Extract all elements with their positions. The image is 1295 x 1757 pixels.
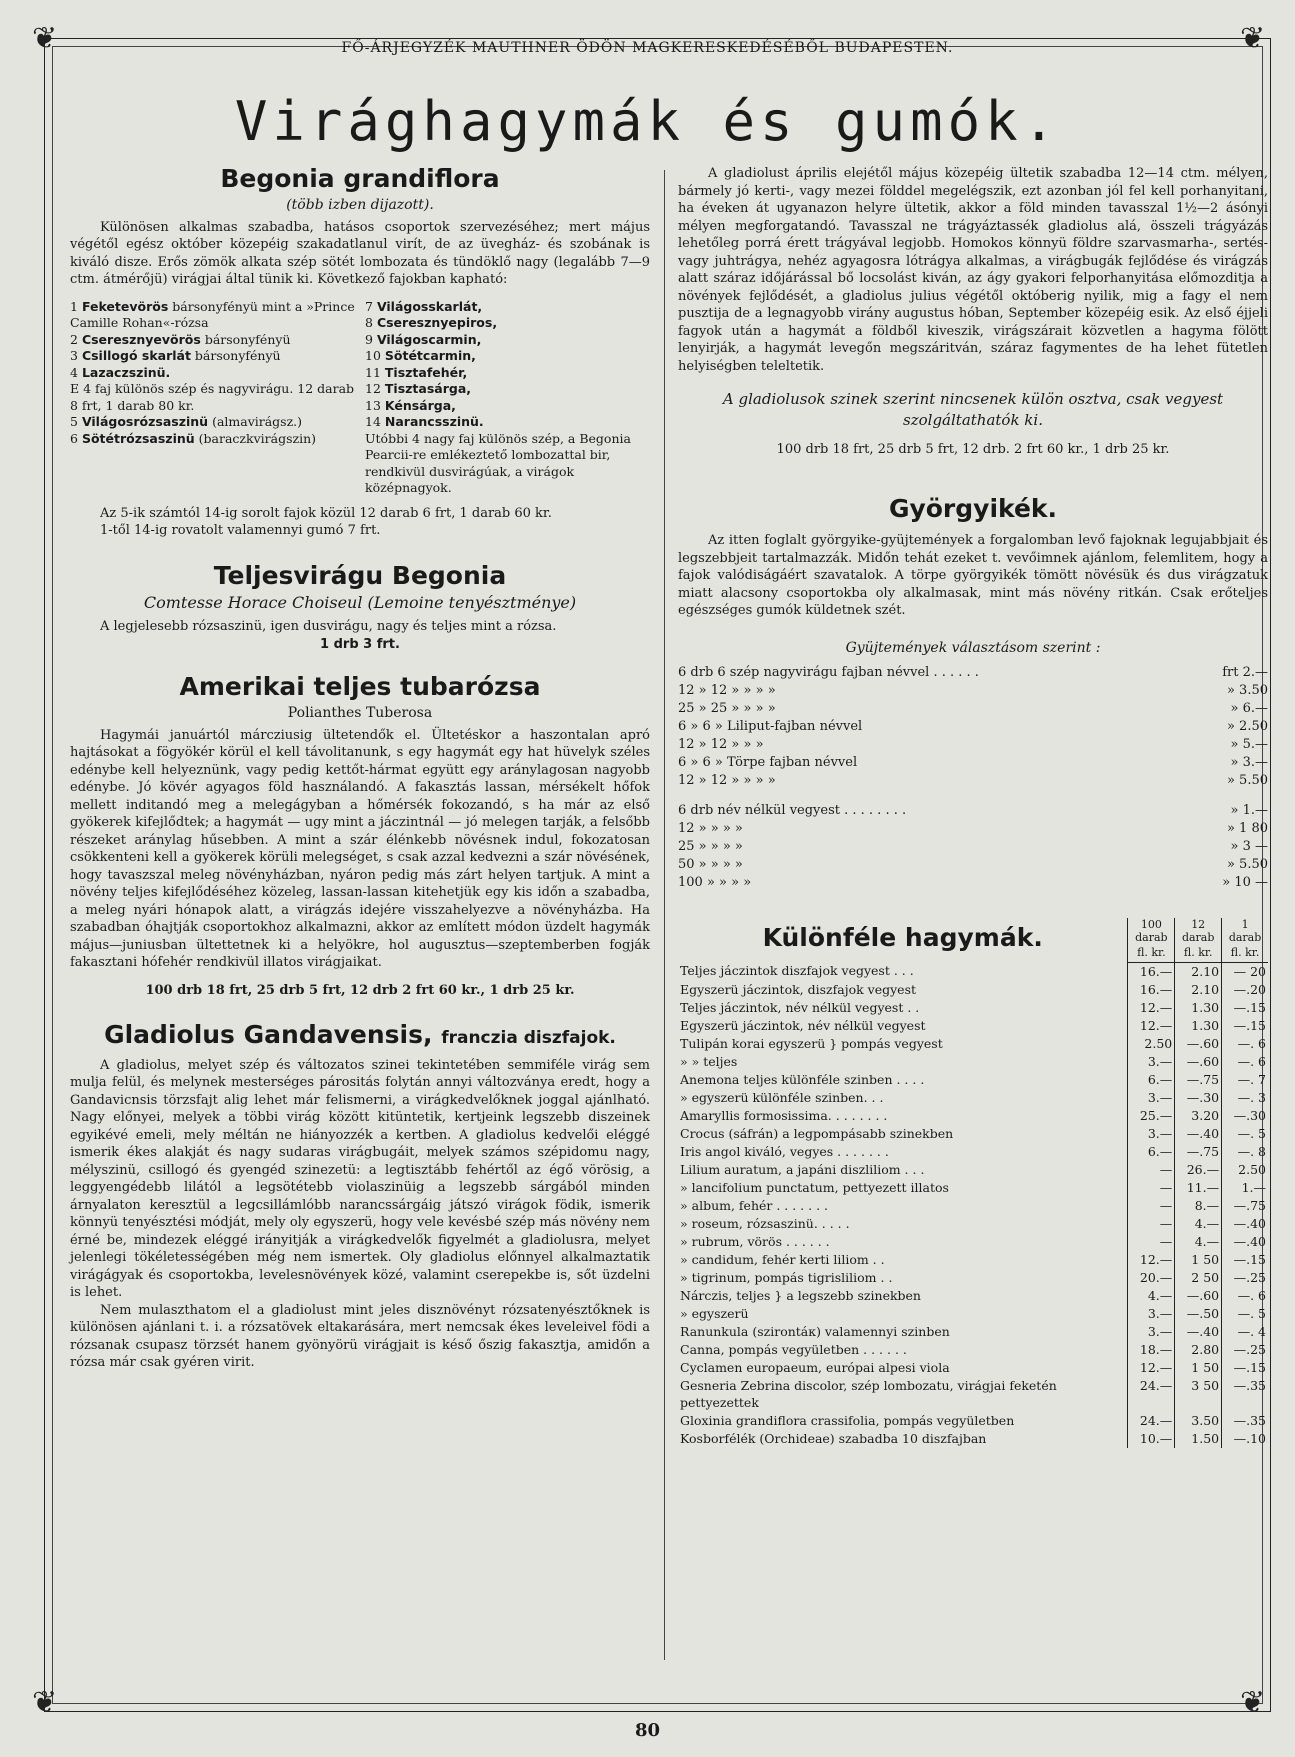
list-item: 2 Cseresznyevörös bársonyfényü — [70, 331, 291, 347]
price-cell: —. 6 — [1222, 1035, 1268, 1053]
section-heading: Teljesvirágu Begonia — [213, 560, 507, 590]
paragraph: Hagymái januártól márcziusig ültetendők el. Ültetéskor a haszontalan apró hajtásokat a fögyökér körül el kell távolitanunk, s egy hagymát egy hat hüvelyk széles edénybe kell helyeznünk, vagy pedig kettőt-hármat együtt egy aránylagosan nagyobb edénybe. Jó kövér agyagos föld használandó. A fakasztás lassan, mérsékelt hőfok mellett inditandó meg a melegágyban a hőmérsék fokozandó, s ha már az első gyökerek kifejlődtek; a hagymát — ugy mint a jáczintnál — jó melegen tarják, a felsőbb részeket aránylag hűsebben. A mint a szár élénkebb növésnek indul, fokozatosan csökkenteni kell a gyökerek körüli melegséget, s csak azzal kedvezni a szár növésének, hogy tavaszszal meleg növényházban, nyáron pedig más zárt helyen tartjuk. A mint a növény teljes kifejlődéséhez közeleg, lassan-lassan kitehetjük egy kis időn a szabadba, a meleg nyári hónapok alatt, a virágzás idejére visszahelyezve a növényházba. Ha szabadban óhajtják csoportokhoz alkalmazni, akkor az említett módon üzdelt hagymák május—juniusban ültettetnek ki a helyökre, hol augusztus—szeptemberben fogják fakasztani hófehér rendkivül illatos virágjaikat. — [70, 727, 650, 970]
section-heading: Begonia grandiflora — [220, 164, 500, 193]
section-heading: Gladiolus Gandavensis, franczia diszfajok. — [104, 1020, 616, 1049]
paragraph: Különösen alkalmas szabadba, hatásos csoportok szervezéséhez; mert május végétől egész október közepéig szakadatlanul virít, de az üvegház- és szobának is kiváló disze. Erős zömök alkata szép sötét lombozata és tündöklő nagy (legalább 7—9 ctm. átmérőjü) virágjai által tünik ki. Következő fajokban kapható: — [70, 219, 650, 287]
list-item: 4 Lazaczszinü. — [70, 364, 171, 380]
paragraph: Az 5-ik számtól 14-ig sorolt fajok közül 12 darab 6 frt, 1 darab 60 kr. — [100, 505, 552, 521]
table-row — [678, 1233, 1268, 1251]
price-cell: 24.— — [1128, 1412, 1175, 1430]
price-cell: 4.— — [1128, 1287, 1175, 1305]
section-heading: Györgyikék. — [888, 493, 1058, 523]
price-cell: 2.10 — [1175, 981, 1222, 999]
item-name-cell: » candidum, fehér kerti liliom . . — [680, 1251, 885, 1267]
price-cell: 3.— — [1128, 1305, 1175, 1323]
price-cell: 1.30 — [1175, 999, 1222, 1017]
price-cell: — — [1128, 1233, 1175, 1251]
price-cell: —.15 — [1222, 999, 1268, 1017]
list-item: 10 Sötétcarmin, — [365, 348, 476, 363]
item-name-cell: Iris angol kiváló, vegyes . . . . . . . — [680, 1143, 889, 1159]
table-row — [678, 1377, 1268, 1412]
price-cell: 6.— — [1128, 1071, 1175, 1089]
item-name-cell: Gloxinia grandiflora crassifolia, pompás vegyületben — [680, 1412, 1015, 1428]
list-item: 9 Világoscarmin, — [365, 331, 482, 347]
column-header: 100 darab — [1128, 918, 1175, 944]
corner-ornament-icon: ❦ — [1240, 21, 1266, 56]
item-name-cell: Egyszerü jáczintok, diszfajok vegyest — [680, 981, 917, 997]
table-row — [678, 1430, 1268, 1448]
price-line: 100 drb 18 frt, 25 drb 5 frt, 12 drb. 2 frt 60 kr., 1 drb 25 kr. — [776, 442, 1170, 457]
table-row — [678, 1197, 1268, 1215]
price-cell: 11.— — [1175, 1179, 1222, 1197]
price-row: 12 » 12 » » » » » 3.50 — [678, 682, 1268, 698]
item-name-cell: Crocus (sáfrán) a legpompásabb szinekben — [680, 1125, 954, 1141]
table-row — [678, 1305, 1268, 1323]
price-cell: 1.50 — [1175, 1430, 1222, 1448]
price-cell: 1 50 — [1175, 1359, 1222, 1377]
list-item: 14 Narancsszinü. — [365, 414, 484, 429]
item-name-cell: Gesneria Zebrina discolor, szép lombozatu, virágjai feketén pettyezettek — [680, 1377, 1057, 1411]
paragraph: A legjelesebb rózsaszinü, igen dusvirágu, nagy és teljes mint a rózsa. — [100, 619, 557, 634]
price-row: 6 drb 6 szép nagyvirágu fajban névvel . . . . . . frt 2.— — [678, 664, 1268, 680]
item-name-cell: Ranunkula (szirontáк) valamennyi szinben — [680, 1323, 950, 1339]
list-note: Utóbbi 4 nagy faj különös szép, a Begonia Pearcii-re emlékeztető lombozattal bir, rendkivül dusvirágúak, a virágok középnagyok. — [365, 430, 631, 495]
price-cell: 18.— — [1128, 1341, 1175, 1359]
price-cell: 1 50 — [1175, 1251, 1222, 1269]
table-row — [678, 962, 1268, 981]
item-name-cell: » egyszerü — [680, 1305, 749, 1321]
price-cell: 16.— — [1128, 962, 1175, 981]
item-name-cell: Teljes jáczintok diszfajok vegyest . . . — [680, 963, 914, 978]
price-cell: 3.50 — [1175, 1412, 1222, 1430]
paragraph: 1-től 14-ig rovatolt valamennyi gumó 7 frt. — [100, 523, 381, 538]
price-cell: 1.30 — [1175, 1017, 1222, 1035]
price-cell: —.20 — [1222, 981, 1268, 999]
paragraph: Az itten foglalt györgyike-gyüjtemények a forgalomban levő fajoknak legujabbjait és legszebbjeit tartalmazzák. Midőn tehát ezeket t. vevőimnek ajánlom, felemlitem, hogy a fajok valódiságáért szavatalok. A törpe györgyikék tömött növésük és dus virágzatuk miatt alacsony csoportokba oly alkalmasak, mint más növény ritkán. Csak erőteljes egészséges gumók küldetnek szét. — [678, 533, 1268, 618]
column-unit: fl. kr. — [1222, 944, 1268, 963]
price-cell: 8.— — [1175, 1197, 1222, 1215]
price-cell: — — [1128, 1197, 1175, 1215]
item-name-cell: Cyclamen europaeum, európai alpesi viola — [680, 1359, 950, 1375]
section-heading: Különféle hagymák. — [762, 922, 1043, 952]
price-cell: — — [1128, 1161, 1175, 1179]
begonia-list — [70, 299, 650, 497]
corner-ornament-icon: ❦ — [1240, 1685, 1266, 1720]
list-note: E 4 faj különös szép és nagyvirágu. 12 darab 8 frt, 1 darab 80 kr. — [70, 381, 355, 413]
price-cell: —.35 — [1222, 1412, 1268, 1430]
price-cell: 2.50 — [1222, 1161, 1268, 1179]
column-divider — [664, 170, 665, 1660]
price-cell: 12.— — [1128, 1359, 1175, 1377]
price-cell: —.60 — [1175, 1053, 1222, 1071]
price-row: 25 » » » » » 3 — — [678, 838, 1268, 854]
price-line: 100 drb 18 frt, 25 drb 5 frt, 12 drb 2 frt 60 kr., 1 drb 25 kr. — [145, 982, 575, 998]
table-row — [678, 1125, 1268, 1143]
table-row — [678, 1251, 1268, 1269]
page-number: 80 — [634, 1720, 661, 1741]
section-subtitle: Polianthes Tuberosa — [287, 704, 433, 721]
price-cell: 6.— — [1128, 1143, 1175, 1161]
table-row — [678, 1035, 1268, 1053]
price-cell: 1.— — [1222, 1179, 1268, 1197]
left-column — [70, 165, 650, 1372]
item-name-cell: » egyszerü különféle szinben. . . — [680, 1089, 884, 1105]
price-row: 100 » » » » » 10 — — [678, 874, 1268, 890]
table-row — [678, 1359, 1268, 1377]
item-name-cell: Egyszerü jáczintok, név nélkül vegyest — [680, 1017, 926, 1033]
price-row: 50 » » » » » 5.50 — [678, 856, 1268, 872]
price-cell: —. 4 — [1222, 1323, 1268, 1341]
item-name-cell: Anemona teljes különféle szinben . . . . — [680, 1071, 925, 1087]
bulbs-price-table — [678, 918, 1268, 1448]
price-cell: —.40 — [1175, 1323, 1222, 1341]
price-cell: —. 3 — [1222, 1089, 1268, 1107]
price-cell: —.75 — [1222, 1197, 1268, 1215]
list-item: 11 Tisztafehér, — [365, 364, 468, 380]
table-row — [678, 1107, 1268, 1125]
table-row — [678, 999, 1268, 1017]
price-row: 12 » 12 » » » » » 5.50 — [678, 772, 1268, 788]
price-cell: 26.— — [1175, 1161, 1222, 1179]
price-cell: —.30 — [1222, 1107, 1268, 1125]
table-row — [678, 1053, 1268, 1071]
price-cell: 2.10 — [1175, 962, 1222, 981]
item-name-cell: Lilium auratum, a japáni diszliliom . . . — [680, 1161, 925, 1177]
item-name-cell: » » teljes — [680, 1053, 738, 1069]
price-row: 12 » » » » » 1 80 — [678, 820, 1268, 836]
price-cell: —. 6 — [1222, 1053, 1268, 1071]
price-row: 6 » 6 » Törpe fajban névvel » 3.— — [678, 754, 1268, 770]
price-cell: —. 5 — [1222, 1305, 1268, 1323]
price-cell: 25.— — [1128, 1107, 1175, 1125]
price-cell: 12.— — [1128, 1017, 1175, 1035]
list-item: 6 Sötétrózsaszinü (baraczkvirágszin) — [70, 430, 316, 446]
item-name-cell: » roseum, rózsaszinü. . . . . — [680, 1215, 850, 1231]
price-row: 12 » 12 » » » » 5.— — [678, 736, 1268, 752]
price-cell: 3 50 — [1175, 1377, 1222, 1412]
price-cell: 3.— — [1128, 1323, 1175, 1341]
list-item: 7 Világosskarlát, — [365, 298, 483, 314]
price-cell: —.60 — [1175, 1035, 1222, 1053]
price-cell: —. 5 — [1222, 1125, 1268, 1143]
table-row — [678, 1341, 1268, 1359]
price-cell: 3.20 — [1175, 1107, 1222, 1125]
price-cell: 20.— — [1128, 1269, 1175, 1287]
column-unit: fl. kr. — [1175, 944, 1222, 963]
item-name-cell: » rubrum, vörös . . . . . . — [680, 1233, 830, 1249]
section-heading: Amerikai teljes tubarózsa — [179, 672, 541, 701]
price-cell: 3.— — [1128, 1089, 1175, 1107]
table-row — [678, 1161, 1268, 1179]
price-cell: —.75 — [1175, 1143, 1222, 1161]
paragraph: A gladiolust április elejétől május közepéig ültetik szabadba 12—14 ctm. mélyen, bármely jó kerti-, vagy mezei földdel megelégszik, ezt azonban jól fel kell porhanyitani, ha éveken át ugyanazon helyre ültetik, akkor a föld minden tavasszal 1½—2 ásónyi mélyen megforgatandó. Tavasszal ne trágyáztassék gladiolus alá, összeli trágyázás lehetőleg porrá érett trágyával legjobb. Homokos könnyü földre szarvasmarha-, sertés- vagy juhtrágya, nehéz agyagosra lótrágya alkalmas, a virágbugák fejlődése és virágzás alatt száraz időjárással bő locsolást kiván, az ágy gyakori felporhanyitása előmozditja a növények fejlődését, a gladiolus julius végétől októberig nyilik, mig a fagy el nem pusztija de a legnagyobb virány augustus hóban, September közepéig esik. Az első éjjeli fagyok után a hagymát a földből kiveszik, virágszárait közvetlen a hagyma fölött lenyirják, a hagymát levegőn megszáritván, száraz fagymentes de ha lehet fütetlen helyiségben teleltetik. — [678, 166, 1268, 374]
price-cell: —.40 — [1222, 1233, 1268, 1251]
price-cell: 2.50 — [1128, 1035, 1175, 1053]
price-cell: 3.— — [1128, 1125, 1175, 1143]
price-cell: —.40 — [1175, 1125, 1222, 1143]
price-cell: 12.— — [1128, 1251, 1175, 1269]
price-cell: 2.80 — [1175, 1341, 1222, 1359]
table-row — [678, 1412, 1268, 1430]
price-cell: — 20 — [1222, 962, 1268, 981]
paragraph: A gladiolus, melyet szép és változatos szinei tekintetében semmiféle virág sem mulja felül, és melynek mesterséges párositás folytán annyi változványa eredt, hogy a Gandavicnsis törzsfajt alig lehet már felismerni, a virágkedvelőknek joggal ajánlható. Nagy előnyei, melyek a többi virág között kitüntetik, kertjeink legszebb diszeinek egyikévé emeli, mely méltán ne hiányozzék a kertben. A gladiolus kedvelői eléggé ismerik ékes alakját és nagy sudaras virágbugáit, melyek számos szépidomu nagy, mélyszinü, csillogó és gyengéd szinezetü: a legtisztább fehértől az égő vörösig, a leggyengédebb lilától a legsötétebb violaszinüig a legszebb sárgából minden árnyalaton keresztül a legcsillámlóbb narancssárgáig játszó virágok födik, ismerik könnyü tenyésztési módját, mely oly egyszerü, hogy vele kevésbé szép más növény nem érné be, mindezek eléggé irányitják a virágkedvelők figyelmét a gladiolusra, melyet jelenlegi tökéletességében még nem ismertek. Oly gladiolus előnnyel alkalmaztatik virágágyak és csoportokba, levelesnövények közé, valamint cserepekbe is, sőt üzdelni is lehet. — [70, 1057, 650, 1300]
price-cell: 4.— — [1175, 1215, 1222, 1233]
section-subtitle: (több izben dijazott). — [286, 196, 434, 213]
item-name-cell: » tigrinum, pompás tigrisliliom . . — [680, 1269, 893, 1285]
section-subtitle: Comtesse Horace Choiseul (Lemoine tenyésztménye) — [143, 593, 577, 612]
right-column — [678, 165, 1268, 1448]
price-line: 1 drb 3 frt. — [320, 636, 400, 652]
price-cell: —.15 — [1222, 1251, 1268, 1269]
price-cell: 4.— — [1175, 1233, 1222, 1251]
price-cell: —. 7 — [1222, 1071, 1268, 1089]
list-item: 3 Csillogó skarlát bársonyfényü — [70, 348, 281, 363]
page-title: Virághagymák és gumók. — [234, 90, 1061, 153]
item-name-cell: Nárczis, teljes } a legszebb szinekben — [680, 1287, 921, 1303]
price-cell: 3.— — [1128, 1053, 1175, 1071]
price-cell: 10.— — [1128, 1430, 1175, 1448]
price-cell: — — [1128, 1179, 1175, 1197]
price-cell: 2 50 — [1175, 1269, 1222, 1287]
price-cell: — — [1128, 1215, 1175, 1233]
price-cell: —.60 — [1175, 1287, 1222, 1305]
price-row: 6 » 6 » Liliput-fajban névvel » 2.50 — [678, 718, 1268, 734]
column-unit: fl. kr. — [1128, 944, 1175, 963]
table-row — [678, 1269, 1268, 1287]
table-row — [678, 1323, 1268, 1341]
price-cell: —.15 — [1222, 1017, 1268, 1035]
item-name-cell: Tulipán korai egyszerü } pompás vegyest — [680, 1035, 943, 1051]
paragraph: Nem mulaszthatom el a gladiolust mint jeles disznövényt rózsatenyésztőknek is különösen ajánlani t. i. a rózsatövek eltakarására, mert nemcsak ékes leveleivel födi a rózsanak csupasz törzsét hanem gyönyörü virágjait is késő őszig fakasztja, amidőn a rózsa már csak gyéren virit. — [70, 1302, 650, 1370]
price-cell: —.75 — [1175, 1071, 1222, 1089]
list-item: 8 Cseresznyepiros, — [365, 315, 498, 330]
price-cell: —. 8 — [1222, 1143, 1268, 1161]
price-cell: —.15 — [1222, 1359, 1268, 1377]
price-cell: —.25 — [1222, 1341, 1268, 1359]
item-name-cell: » lancifolium punctatum, pettyezett illatos — [680, 1179, 949, 1195]
table-row — [678, 1179, 1268, 1197]
item-name-cell: » album, fehér . . . . . . . — [680, 1197, 828, 1213]
price-row: 25 » 25 » » » » » 6.— — [678, 700, 1268, 716]
list-item: 1 Feketevörös bársonyfényü mint a »Prince Camille Rohan«-rózsa — [70, 298, 355, 330]
table-row — [678, 1089, 1268, 1107]
table-header-row — [678, 918, 1268, 944]
item-name-cell: Teljes jáczintok, név nélkül vegyest . . — [680, 999, 920, 1015]
table-row — [678, 1287, 1268, 1305]
list-item: 13 Kénsárga, — [365, 397, 456, 413]
section-subtitle: Gyüjtemények választásom szerint : — [845, 639, 1101, 656]
list-item: 5 Világosrózsaszinü (almavirágsz.) — [70, 414, 303, 429]
item-name-cell: Kosborfélék (Orchideae) szabadba 10 diszfajban — [680, 1430, 987, 1446]
corner-ornament-icon: ❦ — [32, 1685, 58, 1720]
price-cell: —.10 — [1222, 1430, 1268, 1448]
item-name-cell: Canna, pompás vegyületben . . . . . . — [680, 1341, 907, 1357]
item-name-cell: Amaryllis formosissima. . . . . . . . — [680, 1107, 888, 1123]
running-header: FŐ-ÁRJEGYZÉK MAUTHNER ÖDÖN MAGKERESKEDÉSÉBŐL BUDAPESTEN. — [341, 40, 954, 56]
corner-ornament-icon: ❦ — [32, 21, 58, 56]
list-item: 12 Tisztasárga, — [365, 381, 471, 396]
italic-note: A gladiolusok szinek szerint nincsenek külön osztva, csak vegyest szolgáltathatók ki. — [722, 390, 1224, 429]
table-row — [678, 1215, 1268, 1233]
price-cell: —.35 — [1222, 1377, 1268, 1412]
table-row — [678, 1017, 1268, 1035]
column-header: 1 darab — [1222, 918, 1268, 944]
table-body — [678, 962, 1268, 1448]
dahlia-price-list — [678, 664, 1268, 892]
price-cell: —. 6 — [1222, 1287, 1268, 1305]
price-cell: 12.— — [1128, 999, 1175, 1017]
price-cell: 16.— — [1128, 981, 1175, 999]
table-row — [678, 981, 1268, 999]
price-cell: —.30 — [1175, 1089, 1222, 1107]
price-cell: —.40 — [1222, 1215, 1268, 1233]
price-cell: —.50 — [1175, 1305, 1222, 1323]
price-row: 6 drb név nélkül vegyest . . . . . . . . » 1.— — [678, 802, 1268, 818]
table-row — [678, 1071, 1268, 1089]
column-header: 12 darab — [1175, 918, 1222, 944]
table-row — [678, 1143, 1268, 1161]
price-cell: 24.— — [1128, 1377, 1175, 1412]
price-cell: —.25 — [1222, 1269, 1268, 1287]
